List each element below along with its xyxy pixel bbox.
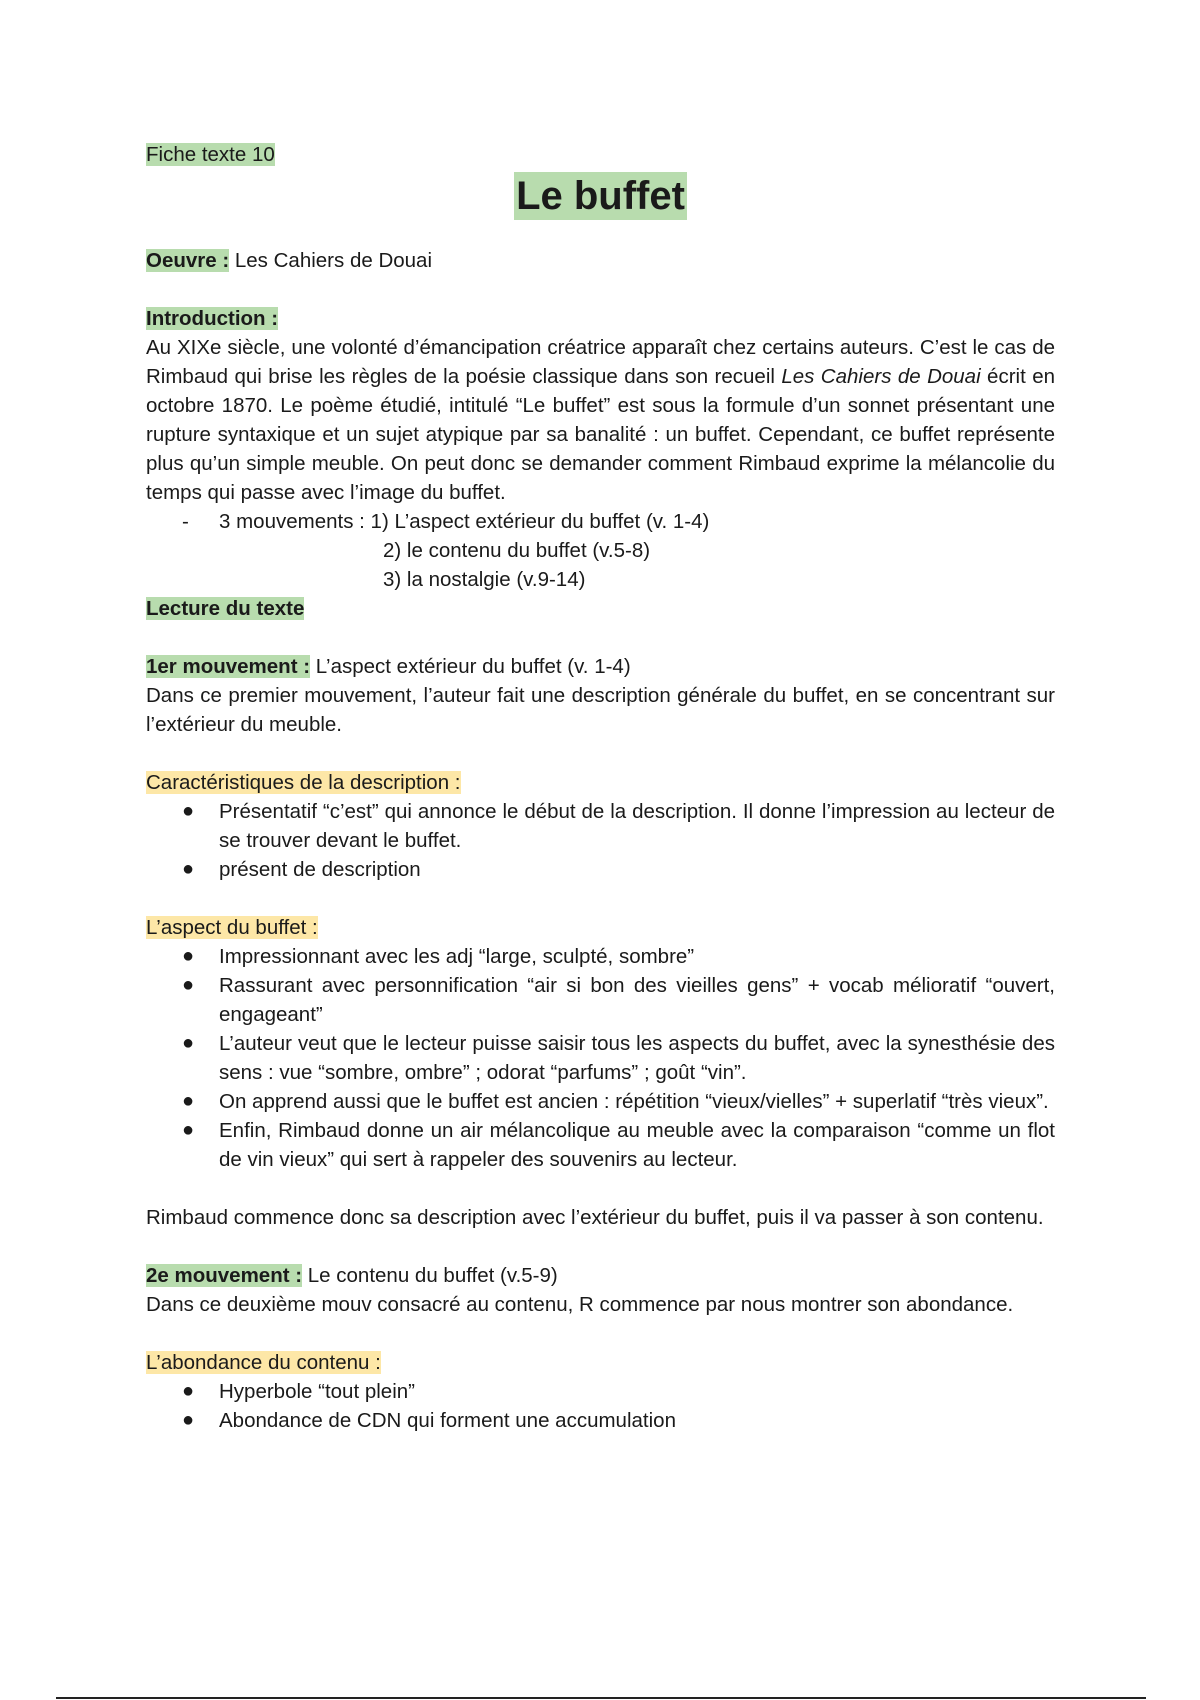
- mouvement1-title: L’aspect extérieur du buffet (v. 1-4): [310, 655, 631, 678]
- introduction-text-part1: Au XIXe siècle, une volonté d’émancipation créatrice apparaît chez certains auteurs. C’est le cas de Rimbaud qui brise les règles de la poésie classique dans son recueil: [146, 336, 1055, 388]
- bullet-icon: ●: [182, 1119, 195, 1141]
- list-item: [146, 942, 1055, 971]
- bullet-icon: ●: [182, 1032, 195, 1054]
- mouvement1-paragraph: Dans ce premier mouvement, l’auteur fait une description générale du buffet, en se concentrant sur l’extérieur du meuble.: [146, 684, 1055, 736]
- header-label: Fiche texte 10: [146, 143, 275, 166]
- page-title: Le buffet: [516, 174, 685, 218]
- list-item-text: Présentatif “c’est” qui annonce le début de la description. Il donne l’impression au lecteur de se trouver devant le buffet.: [219, 800, 1055, 852]
- m1-section1-heading-line: [146, 768, 1055, 797]
- list-item-text: Hyperbole “tout plein”: [219, 1380, 415, 1403]
- oeuvre-value: Les Cahiers de Douai: [229, 249, 433, 272]
- list-item: [146, 1029, 1055, 1087]
- mouvement2-title: Le contenu du buffet (v.5-9): [302, 1264, 558, 1287]
- m1-section2-heading-line: [146, 913, 1055, 942]
- m1-section2-list: [146, 942, 1055, 1174]
- dash-marker: -: [182, 510, 189, 533]
- mouvement2-label: 2e mouvement :: [146, 1264, 303, 1287]
- oeuvre-label: Oeuvre :: [146, 249, 230, 272]
- bullet-icon: ●: [182, 858, 195, 880]
- movement-item-3: 3) la nostalgie (v.9-14): [383, 568, 586, 591]
- bullet-icon: ●: [182, 1090, 195, 1112]
- lecture-heading: Lecture du texte: [146, 597, 305, 620]
- movement-item-2: 2) le contenu du buffet (v.5-8): [383, 539, 651, 562]
- title-wrap: [146, 172, 1055, 220]
- mouvement1-heading-line: [146, 652, 1055, 681]
- introduction-text-part2: écrit en octobre 1870. Le poème étudié, intitulé “Le buffet” est sous la formule d’un sonnet présentant une rupture syntaxique et un sujet atypique par sa banalité : un buffet. Cependant, ce buffet représente plus qu’un simple meuble. On peut donc se demander comment Rimbaud exprime la mélancolie du temps qui passe avec l’image du buffet.: [146, 365, 1055, 504]
- introduction-heading: Introduction :: [146, 307, 279, 330]
- list-item-text: Rassurant avec personnification “air si bon des vieilles gens” + vocab mélioratif “ouvert, engageant”: [219, 974, 1055, 1026]
- page-divider: [56, 1697, 1146, 1699]
- mouvement2-paragraph: Dans ce deuxième mouv consacré au contenu, R commence par nous montrer son abondance.: [146, 1293, 1014, 1316]
- mouvement1-label: 1er mouvement :: [146, 655, 311, 678]
- oeuvre-line: [146, 246, 1055, 275]
- list-item: [146, 1406, 1055, 1435]
- bullet-icon: ●: [182, 1380, 195, 1402]
- list-item: [146, 1377, 1055, 1406]
- movements-list: [146, 507, 1055, 594]
- list-item: [146, 855, 1055, 884]
- list-item: [146, 1087, 1055, 1116]
- list-item-text: L’auteur veut que le lecteur puisse saisir tous les aspects du buffet, avec la synesthésie des sens : vue “sombre, ombre” ; odorat “parfums” ; goût “vin”.: [219, 1032, 1055, 1084]
- introduction-heading-line: [146, 304, 1055, 333]
- mouvement1-conclusion: Rimbaud commence donc sa description avec l’extérieur du buffet, puis il va passer à son contenu.: [146, 1206, 1044, 1229]
- list-item: [146, 971, 1055, 1029]
- list-item-text: On apprend aussi que le buffet est ancien : répétition “vieux/vielles” + superlatif “très vieux”.: [219, 1090, 1049, 1113]
- movements-row-2: [146, 536, 1055, 565]
- mouvement2-heading-line: [146, 1261, 1055, 1290]
- m1-section1-heading: Caractéristiques de la description :: [146, 771, 461, 794]
- list-item-text: Abondance de CDN qui forment une accumulation: [219, 1409, 676, 1432]
- introduction-paragraph: [146, 333, 1055, 507]
- document-page: [146, 140, 1055, 1435]
- header-label-line: [146, 140, 1055, 169]
- movements-row-1: [146, 507, 1055, 536]
- movement-item-1: 3 mouvements : 1) L’aspect extérieur du buffet (v. 1-4): [219, 510, 710, 533]
- list-item-text: présent de description: [219, 858, 421, 881]
- movements-row-3: [146, 565, 1055, 594]
- m1-section1-list: [146, 797, 1055, 884]
- list-item: [146, 1116, 1055, 1174]
- bullet-icon: ●: [182, 945, 195, 967]
- introduction-text-italic: Les Cahiers de Douai: [781, 365, 981, 388]
- list-item-text: Enfin, Rimbaud donne un air mélancolique au meuble avec la comparaison “comme un flot de vin vieux” qui sert à rappeler des souvenirs au lecteur.: [219, 1119, 1055, 1171]
- bullet-icon: ●: [182, 1409, 195, 1431]
- lecture-heading-line: [146, 594, 1055, 623]
- list-item: [146, 797, 1055, 855]
- m1-section2-heading: L’aspect du buffet :: [146, 916, 318, 939]
- m2-section1-list: [146, 1377, 1055, 1435]
- list-item-text: Impressionnant avec les adj “large, sculpté, sombre”: [219, 945, 695, 968]
- bullet-icon: ●: [182, 974, 195, 996]
- m2-section1-heading: L’abondance du contenu :: [146, 1351, 381, 1374]
- bullet-icon: ●: [182, 800, 195, 822]
- m2-section1-heading-line: [146, 1348, 1055, 1377]
